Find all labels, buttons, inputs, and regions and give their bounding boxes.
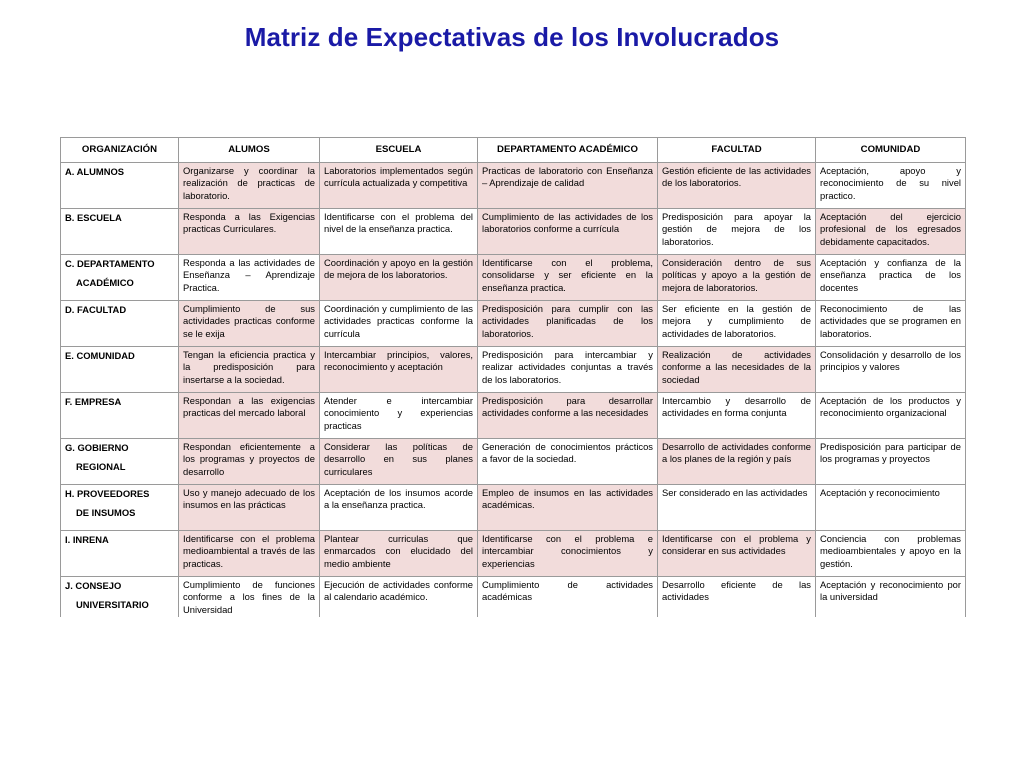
column-header-escuela: ESCUELA <box>320 138 478 163</box>
expectation-cell-facultad: Consideración dentro de sus políticas y apoyo a la gestión de mejora de laboratorios. <box>658 255 816 301</box>
column-header-comunidad: COMUNIDAD <box>816 138 966 163</box>
expectation-cell-alumnos: Uso y manejo adecuado de los insumos en las prácticas <box>179 485 320 531</box>
expectation-cell-departamento: Cumplimiento de las actividades de los laboratorios conforme a currícula <box>478 209 658 255</box>
expectation-cell-comunidad: Aceptación, apoyo y reconocimiento de su nivel practico. <box>816 163 966 209</box>
expectation-cell-alumnos: Respondan eficientemente a los programas y proyectos de desarrollo <box>179 439 320 485</box>
expectation-cell-escuela: Ejecución de actividades conforme al calendario académico. <box>320 577 478 618</box>
column-header-departamento: DEPARTAMENTO ACADÉMICO <box>478 138 658 163</box>
expectation-cell-departamento: Identificarse con el problema e intercambiar conocimientos y experiencias <box>478 531 658 577</box>
table-row <box>61 163 966 209</box>
expectation-cell-departamento: Cumplimiento de actividades académicas <box>478 577 658 618</box>
expectation-cell-comunidad: Aceptación del ejercicio profesional de los egresados debidamente capacitados. <box>816 209 966 255</box>
organization-name: C. DEPARTAMENTO <box>65 258 155 269</box>
table-row <box>61 485 966 531</box>
expectation-cell-facultad: Desarrollo eficiente de las actividades <box>658 577 816 618</box>
expectation-cell-departamento: Generación de conocimientos prácticos a favor de la sociedad. <box>478 439 658 485</box>
organization-name: G. GOBIERNO <box>65 442 129 453</box>
organization-cell <box>61 393 179 439</box>
expectation-cell-escuela: Coordinación y apoyo en la gestión de mejora de los laboratorios. <box>320 255 478 301</box>
expectation-cell-escuela: Aceptación de los insumos acorde a la enseñanza practica. <box>320 485 478 531</box>
organization-name: B. ESCUELA <box>65 212 122 223</box>
expectation-cell-comunidad: Consolidación y desarrollo de los principios y valores <box>816 347 966 393</box>
organization-name: A. ALUMNOS <box>65 166 125 177</box>
expectation-cell-departamento: Predisposición para cumplir con las actividades planificadas de los laboratorios. <box>478 301 658 347</box>
expectation-cell-facultad: Predisposición para apoyar la gestión de mejora de los laboratorios. <box>658 209 816 255</box>
table-row <box>61 255 966 301</box>
expectation-cell-alumnos: Tengan la eficiencia practica y la predisposición para insertarse a la sociedad. <box>179 347 320 393</box>
organization-cell <box>61 209 179 255</box>
table-row <box>61 347 966 393</box>
expectation-cell-alumnos: Responda a las Exigencias practicas Curriculares. <box>179 209 320 255</box>
expectation-cell-departamento: Empleo de insumos en las actividades académicas. <box>478 485 658 531</box>
expectation-cell-comunidad: Aceptación y reconocimiento por la universidad <box>816 577 966 618</box>
expectation-cell-departamento: Practicas de laboratorio con Enseñanza – Aprendizaje de calidad <box>478 163 658 209</box>
table-row <box>61 301 966 347</box>
expectation-cell-escuela: Intercambiar principios, valores, reconocimiento y aceptación <box>320 347 478 393</box>
table-row <box>61 209 966 255</box>
expectation-cell-comunidad: Aceptación de los productos y reconocimiento organizacional <box>816 393 966 439</box>
expectation-cell-escuela: Coordinación y cumplimiento de las actividades practicas conforme la currícula <box>320 301 478 347</box>
organization-cell <box>61 485 179 531</box>
expectation-cell-comunidad: Conciencia con problemas medioambientales y apoyo en la gestión. <box>816 531 966 577</box>
expectation-cell-facultad: Identificarse con el problema y considerar en sus actividades <box>658 531 816 577</box>
organization-cell <box>61 347 179 393</box>
expectation-cell-comunidad: Reconocimiento de las actividades que se programen en laboratorios. <box>816 301 966 347</box>
organization-cell <box>61 577 179 618</box>
organization-name-continued: ACADÉMICO <box>76 277 134 289</box>
expectation-cell-escuela: Considerar las políticas de desarrollo en sus planes curriculares <box>320 439 478 485</box>
expectation-cell-escuela: Plantear curriculas que enmarcados con elucidado del medio ambiente <box>320 531 478 577</box>
expectation-cell-escuela: Identificarse con el problema del nivel de la enseñanza practica. <box>320 209 478 255</box>
expectation-cell-departamento: Identificarse con el problema, consolidarse y ser eficiente en la enseñanza practica. <box>478 255 658 301</box>
header-row <box>61 138 966 163</box>
expectation-cell-alumnos: Cumplimiento de sus actividades practicas conforme se le exija <box>179 301 320 347</box>
expectation-cell-departamento: Predisposición para desarrollar actividades conforme a las necesidades <box>478 393 658 439</box>
expectation-cell-alumnos: Respondan a las exigencias practicas del mercado laboral <box>179 393 320 439</box>
expectation-cell-comunidad: Aceptación y reconocimiento <box>816 485 966 531</box>
table-row <box>61 531 966 577</box>
organization-name-continued: REGIONAL <box>76 461 126 473</box>
expectation-cell-facultad: Ser considerado en las actividades <box>658 485 816 531</box>
organization-cell <box>61 531 179 577</box>
expectation-cell-facultad: Intercambio y desarrollo de actividades en forma conjunta <box>658 393 816 439</box>
expectation-cell-facultad: Desarrollo de actividades conforme a los planes de la región y país <box>658 439 816 485</box>
expectations-matrix <box>60 137 966 617</box>
organization-name: J. CONSEJO <box>65 580 122 591</box>
organization-name: D. FACULTAD <box>65 304 127 315</box>
column-header-organizacion: ORGANIZACIÓN <box>61 138 179 163</box>
organization-name: F. EMPRESA <box>65 396 122 407</box>
organization-name: E. COMUNIDAD <box>65 350 135 361</box>
table-row <box>61 577 966 618</box>
expectation-cell-alumnos: Organizarse y coordinar la realización de practicas de laboratorio. <box>179 163 320 209</box>
organization-name: I. INRENA <box>65 534 109 545</box>
expectation-cell-facultad: Realización de actividades conforme a las necesidades de la sociedad <box>658 347 816 393</box>
table-row <box>61 393 966 439</box>
organization-cell <box>61 439 179 485</box>
column-header-facultad: FACULTAD <box>658 138 816 163</box>
organization-cell <box>61 163 179 209</box>
organization-name: H. PROVEEDORES <box>65 488 150 499</box>
expectation-cell-facultad: Gestión eficiente de las actividades de los laboratorios. <box>658 163 816 209</box>
organization-name-continued: DE INSUMOS <box>76 507 136 519</box>
expectation-cell-departamento: Predisposición para intercambiar y realizar actividades conjuntas a través de los laboratorios. <box>478 347 658 393</box>
expectation-cell-alumnos: Cumplimiento de funciones conforme a los fines de la Universidad <box>179 577 320 618</box>
page-title: Matriz de Expectativas de los Involucrados <box>244 22 780 52</box>
organization-cell <box>61 255 179 301</box>
column-header-alumnos: ALUMOS <box>179 138 320 163</box>
expectation-cell-comunidad: Aceptación y confianza de la enseñanza practica de los docentes <box>816 255 966 301</box>
expectation-cell-escuela: Laboratorios implementados según currícula actualizada y competitiva <box>320 163 478 209</box>
expectation-cell-alumnos: Responda a las actividades de Enseñanza – Aprendizaje Practica. <box>179 255 320 301</box>
expectation-cell-facultad: Ser eficiente en la gestión de mejora y cumplimiento de actividades de laboratorios. <box>658 301 816 347</box>
expectation-cell-alumnos: Identificarse con el problema medioambiental a través de las practicas. <box>179 531 320 577</box>
organization-cell <box>61 301 179 347</box>
table-row <box>61 439 966 485</box>
organization-name-continued: UNIVERSITARIO <box>76 599 149 611</box>
expectation-cell-comunidad: Predisposición para participar de los programas y proyectos <box>816 439 966 485</box>
expectation-cell-escuela: Atender e intercambiar conocimiento y experiencias practicas <box>320 393 478 439</box>
